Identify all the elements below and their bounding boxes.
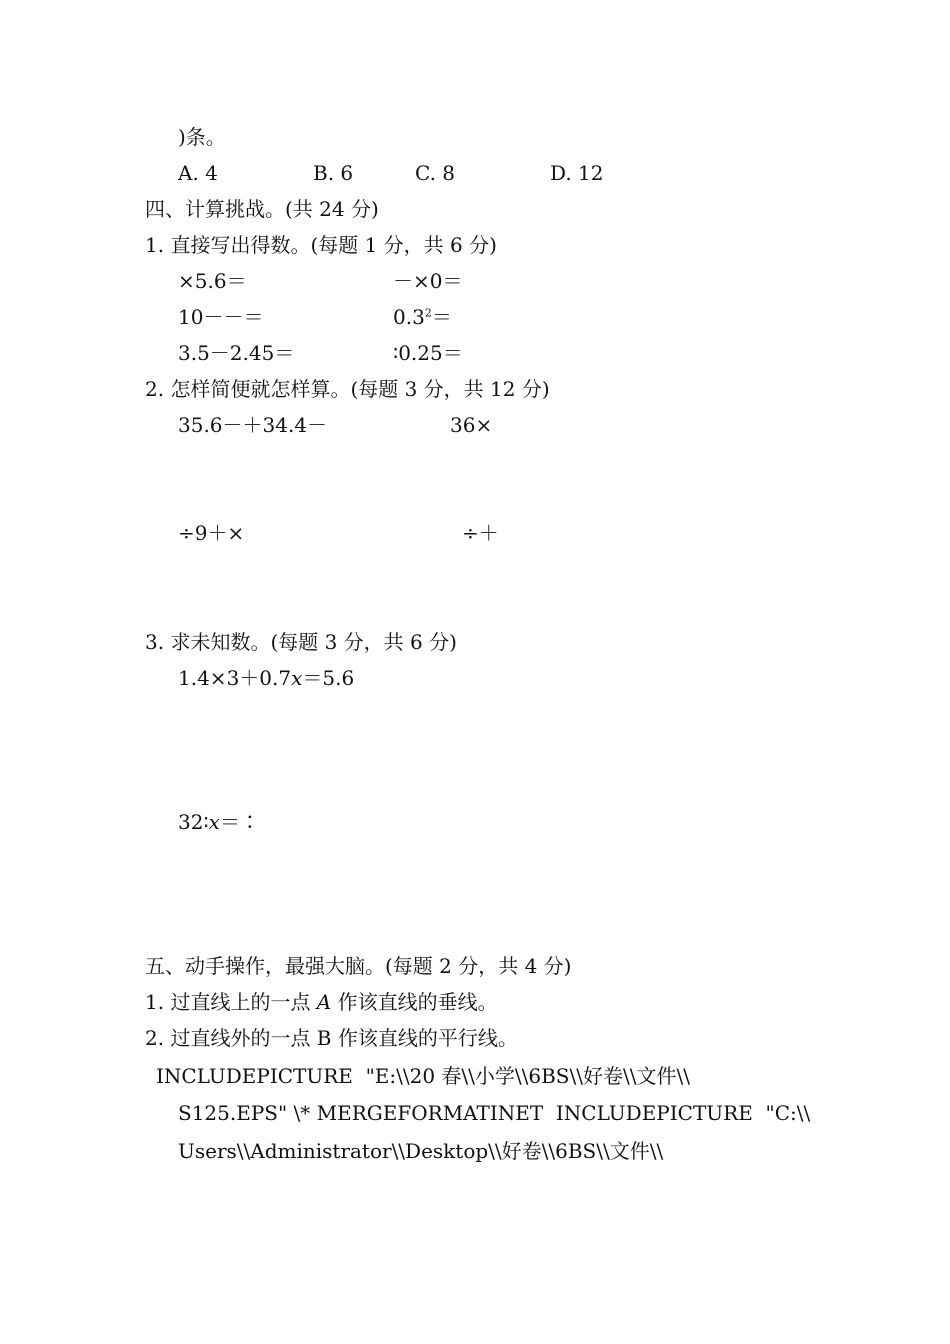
choice-a: A. 4 — [178, 161, 218, 185]
q2-expr2: 36× — [450, 413, 493, 437]
q1-row3-left: 3.5－2.45＝ — [178, 341, 295, 365]
section5-q1-post: 作该直线的垂线。 — [331, 990, 498, 1014]
field-code-line1: INCLUDEPICTURE "E:\\20 春\\小学\\6BS\\好卷\\文件\\ — [156, 1064, 690, 1088]
section5-title: 五、动手操作，最强大脑。(每题 2 分，共 4 分) — [145, 954, 572, 978]
q1-row2-tail: ＝ — [431, 305, 452, 329]
continuation-text: )条。 — [178, 125, 226, 149]
choice-c: C. 8 — [415, 161, 456, 185]
q2-expr3: ÷9＋× — [178, 521, 245, 545]
choice-d: D. 12 — [550, 161, 604, 185]
q3-eq1-variable: x — [291, 666, 303, 690]
section5-q1-variable: A — [316, 990, 332, 1014]
q1-row1-right: －×0＝ — [393, 269, 463, 293]
q1-title: 1. 直接写出得数。(每题 1 分，共 6 分) — [145, 233, 497, 257]
section5-q2: 2. 过直线外的一点 B 作该直线的平行线。 — [145, 1026, 518, 1050]
q1-row2-base: 0.3 — [393, 305, 425, 329]
choice-b: B. 6 — [313, 161, 354, 185]
q1-row1-left: ×5.6＝ — [178, 269, 247, 293]
q3-eq1-right: ＝5.6 — [302, 666, 355, 690]
q3-equation1 — [178, 665, 354, 691]
field-code-line2: S125.EPS" \* MERGEFORMATINET INCLUDEPICTURE "C:\\ — [178, 1101, 811, 1125]
q1-row2-exponent: 2 — [424, 306, 432, 320]
q2-expr1: 35.6－＋34.4－ — [178, 413, 328, 437]
q1-row2-left: 10－－＝ — [178, 305, 264, 329]
q3-eq2-left: 32∶ — [178, 810, 209, 834]
q3-title: 3. 求未知数。(每题 3 分，共 6 分) — [145, 630, 457, 654]
q3-eq2-right: ＝∶ — [219, 810, 260, 834]
q3-eq2-variable: x — [208, 810, 220, 834]
q1-row2-right — [393, 304, 452, 330]
section5-q1-pre: 1. 过直线上的一点 — [145, 990, 317, 1014]
field-code-line3: Users\\Administrator\\Desktop\\好卷\\6BS\\文件\\ — [178, 1139, 664, 1163]
section4-title: 四、计算挑战。(共 24 分) — [145, 197, 379, 221]
q3-equation2 — [178, 809, 260, 835]
q1-row3-right: ∶0.25＝ — [393, 341, 463, 365]
section5-q1 — [145, 989, 498, 1015]
q3-eq1-left: 1.4×3＋0.7 — [178, 666, 292, 690]
q2-expr4: ÷＋ — [462, 521, 499, 545]
q2-title: 2. 怎样简便就怎样算。(每题 3 分，共 12 分) — [145, 377, 550, 401]
